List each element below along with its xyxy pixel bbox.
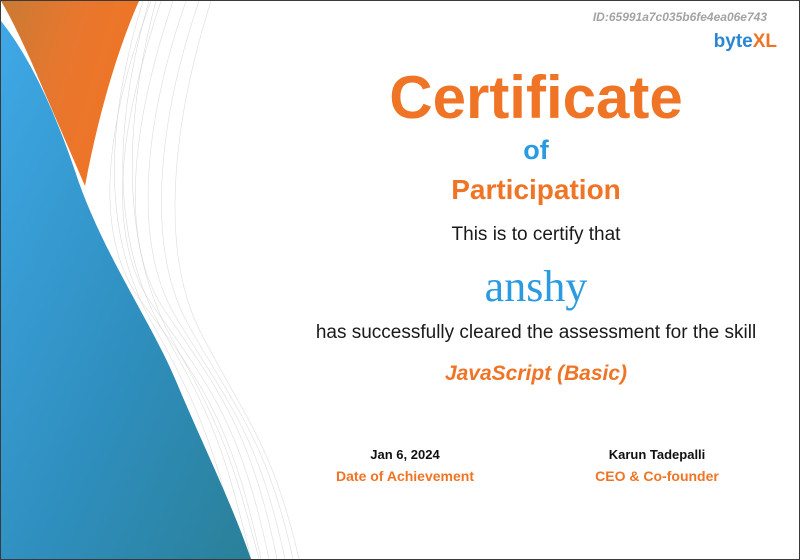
signatory-name: Karun Tadepalli — [608, 447, 706, 462]
brand-part-xl: XL — [752, 31, 777, 52]
achievement-date: Jan 6, 2024 — [370, 447, 440, 462]
recipient-name: anshy — [484, 262, 588, 311]
certificate-title: Certificate — [389, 64, 683, 131]
achievement-date-label: Date of Achievement — [336, 468, 474, 484]
brand-part-byte: byte — [713, 31, 753, 52]
skill-name: JavaScript (Basic) — [444, 362, 628, 385]
certificate-subtitle: Participation — [451, 174, 621, 205]
certify-text: This is to certify that — [451, 224, 621, 245]
signatory-block — [567, 446, 747, 486]
cleared-text: has successfully cleared the assessment for the skill — [315, 322, 757, 343]
decorative-wave-graphic — [1, 1, 301, 559]
date-block — [315, 446, 495, 486]
signatory-title: CEO & Co-founder — [595, 468, 719, 484]
certificate-id: ID:65991a7c035b6fe4ea06e743 — [592, 10, 767, 24]
brand-logo — [714, 31, 777, 53]
certificate-of: of — [523, 135, 549, 165]
